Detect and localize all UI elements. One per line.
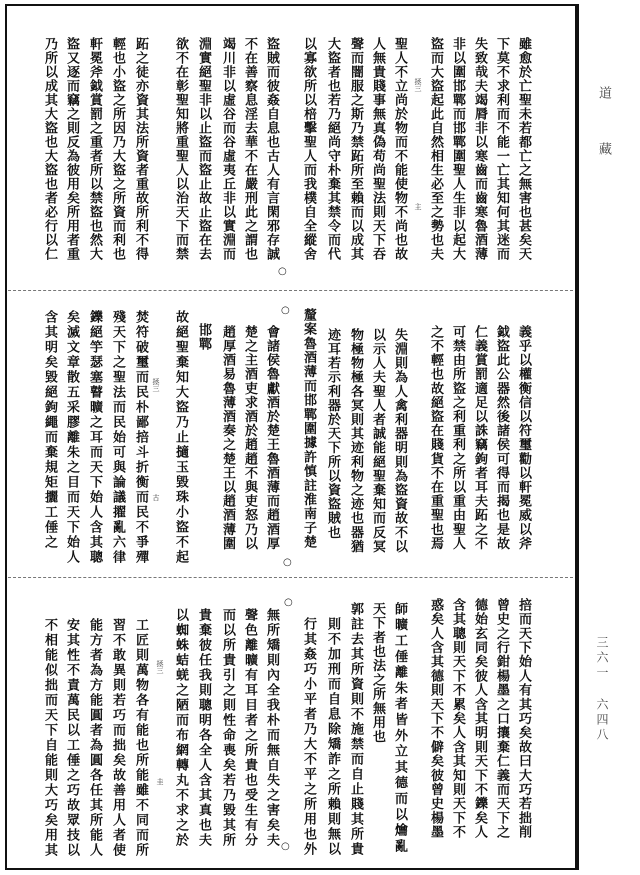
text-column: 矣滅文章散五采膠離朱之目而天下始人 xyxy=(64,310,79,565)
collection-title-dao: 道 xyxy=(596,86,611,105)
text-column: 行其姦巧小平者乃大不平之所用也外 xyxy=(301,617,316,857)
text-column: 含其聰則天下不累矣人含其知則天下不 xyxy=(450,598,465,840)
text-column: 可禁由所盜之利重利之所以重由聖人 xyxy=(450,325,465,551)
text-column: 聲色離曠有耳目者之所貴也受生有分 xyxy=(242,608,257,848)
margin-annotation: 圭 xyxy=(156,778,164,785)
text-column: 失淵則為人禽利器明則為盜資故不以 xyxy=(392,328,407,554)
text-column: 焚符破璽而民朴鄙掊斗折衡而民不爭殫 xyxy=(133,310,148,565)
text-column: 郭註去其所資則不施禁而自止賤其所貴 xyxy=(348,602,363,857)
text-column: 欲不在彰聖知將重聖人以治天下而禁 xyxy=(173,37,188,261)
margin-annotation: 主 xyxy=(414,203,422,210)
margin-annotation: 古 xyxy=(152,494,160,501)
text-column: 仁義賞罰適足以誅竊鉤者耳夫跖之不 xyxy=(472,325,487,551)
text-column: 之不輕也故絕盜在賤貨不在重聖也焉 xyxy=(428,325,443,551)
text-column: 人無貴賤事無真偽苟尚聖法則天下吞 xyxy=(370,37,385,261)
text-column: 以示人夫聖人者誠能絕聖棄知而反冥 xyxy=(370,328,385,554)
text-column: 聲而闇服之斯乃禁跖所至賴而以成其 xyxy=(348,37,363,261)
text-column: 乃所以成其大盜也大盜也者必行以仁 xyxy=(42,37,57,261)
text-column: 不相能似拙而天下自能則大巧矣用其 xyxy=(42,618,57,858)
text-column: 非以圍邯鄲而邯鄲圍聖人生非以起大 xyxy=(450,37,465,261)
text-column: 以寡欲所以棓擊聖人而我樸自全縱舍 xyxy=(301,37,316,261)
collection-title-zang: 藏 xyxy=(596,142,611,161)
text-column: 天下者也法之所無用也 xyxy=(370,602,385,744)
text-column: 淵實絕聖非以止盜而盜止故止盜在去 xyxy=(196,37,211,261)
text-column: 邯鄲 xyxy=(196,323,211,352)
margin-annotation: 拯三 xyxy=(414,78,422,92)
text-column: 貴棄彼任我則聰明各全人含其真也夫 xyxy=(196,608,211,848)
text-column: 能方者為方能圓者為圓各任其所能人 xyxy=(87,618,102,858)
text-column: 而以所貴引之則性命喪矣若乃毀其所 xyxy=(220,608,235,848)
text-column: 下莫不求利而不能一亡其知何其迷而 xyxy=(494,37,509,261)
text-column: 惑矣人含其德則天下不僻矣彼曾史楊墨 xyxy=(428,598,443,840)
text-column: 聖人不立尚於物而不能使物不尚也故 xyxy=(392,37,407,261)
text-column: 以蜘蛛蛣蜣之陋而布網轉丸不求之於 xyxy=(173,608,188,848)
text-column: 曾史之行鉗楊墨之口攘棄仁義而天下之 xyxy=(494,598,509,840)
panel-divider xyxy=(8,290,573,291)
text-column: 盜賊而彼姦自息也古人有言閑邪存誠 xyxy=(264,37,279,261)
text-column: 鑠絕竽瑟塞瞽曠之耳而天下始人含其聰 xyxy=(87,310,102,565)
text-column: 物極物極各冥則其迹利物之迹也器猶 xyxy=(348,328,363,554)
text-column: 不在善察息淫去華不在嚴刑此之謂也 xyxy=(242,37,257,261)
circle-punctuation-mark: ○ xyxy=(284,597,293,608)
text-column: 迹耳若示利器於天下所以資盜賊也 xyxy=(325,328,340,540)
text-column: 失致哉夫竭脣非以寒齒而齒寒魯酒薄 xyxy=(472,37,487,261)
text-column: 輕也小盜之所因乃大盜之所資而利也 xyxy=(110,37,125,261)
text-column: 會諸侯魯獻酒於楚王魯酒薄而趙酒厚 xyxy=(264,325,279,551)
text-column: 盜而大盜起此自然相生必至之勢也夫 xyxy=(428,37,443,261)
margin-annotation: 拯三 xyxy=(156,660,164,674)
text-column: 習不敢異則若巧而拙矣故善用人者使 xyxy=(110,618,125,858)
text-column: 雖愈於亡聖未若都亡之無害也甚矣天 xyxy=(516,37,531,261)
circle-punctuation-mark: ○ xyxy=(283,557,292,568)
text-column: 盜又逐而竊之則反為彼用矣所用者重 xyxy=(64,37,79,261)
text-column: 趙厚酒易魯薄酒奏之楚王以趙酒薄圍 xyxy=(220,325,235,551)
text-column: 鉞盜此公器然後諸侯可得而揭也是故 xyxy=(494,325,509,551)
circle-punctuation-mark: ○ xyxy=(278,266,287,277)
page-number: 三六一 六四八 xyxy=(595,636,609,743)
margin-annotation: 拯三 xyxy=(152,378,160,392)
text-column: 師曠工倕離朱者皆外立其德而以爚亂 xyxy=(392,602,407,855)
text-column: 則不加刑而自息除矯詐之所賴則無以 xyxy=(325,617,340,857)
text-column: 義乎以權衡信以符璽勸以軒冕威以斧 xyxy=(516,325,531,551)
circle-punctuation-mark: ○ xyxy=(281,305,290,316)
text-column: 軒冕斧鉞賞罰之重者所以禁盜也然大 xyxy=(87,37,102,261)
text-column: 釐案魯酒薄而邯鄲圍據許慎註淮南子楚 xyxy=(301,308,316,550)
text-column: 無所矯則內全我朴而無自失之害矣夫 xyxy=(264,608,279,848)
text-column: 殘天下之聖法而民始可與論議擢亂六律 xyxy=(110,310,125,565)
text-column: 安其性不責萬民以工倕之巧故眾技以 xyxy=(64,618,79,858)
text-column: 德始玄同矣彼人含其明則天下不鑠矣人 xyxy=(472,598,487,840)
text-column: 大盜者也若乃絕尚守朴棄其禁令而代 xyxy=(325,37,340,261)
text-column: 掊而天下始人有其巧矣故曰大巧若拙削 xyxy=(516,598,531,840)
text-column: 含其明矣毀絕鉤繩而棄規矩攦工倕之 xyxy=(42,310,57,550)
circle-punctuation-mark: ○ xyxy=(281,841,290,852)
text-column: 竭川非以虛谷而谷虛夷丘非以實淵而 xyxy=(220,37,235,261)
panel-divider xyxy=(8,577,573,578)
text-column: 故絕聖棄知大盜乃止擿玉毀珠小盜不起 xyxy=(173,310,188,565)
text-column: 工匠則萬物各有能也所能雖不同而所 xyxy=(133,618,148,858)
text-column: 跖之徒亦資其法所資者重故所利不得 xyxy=(133,37,148,261)
text-column: 楚之主酒吏求酒於趙趙不與吏怒乃以 xyxy=(242,325,257,551)
